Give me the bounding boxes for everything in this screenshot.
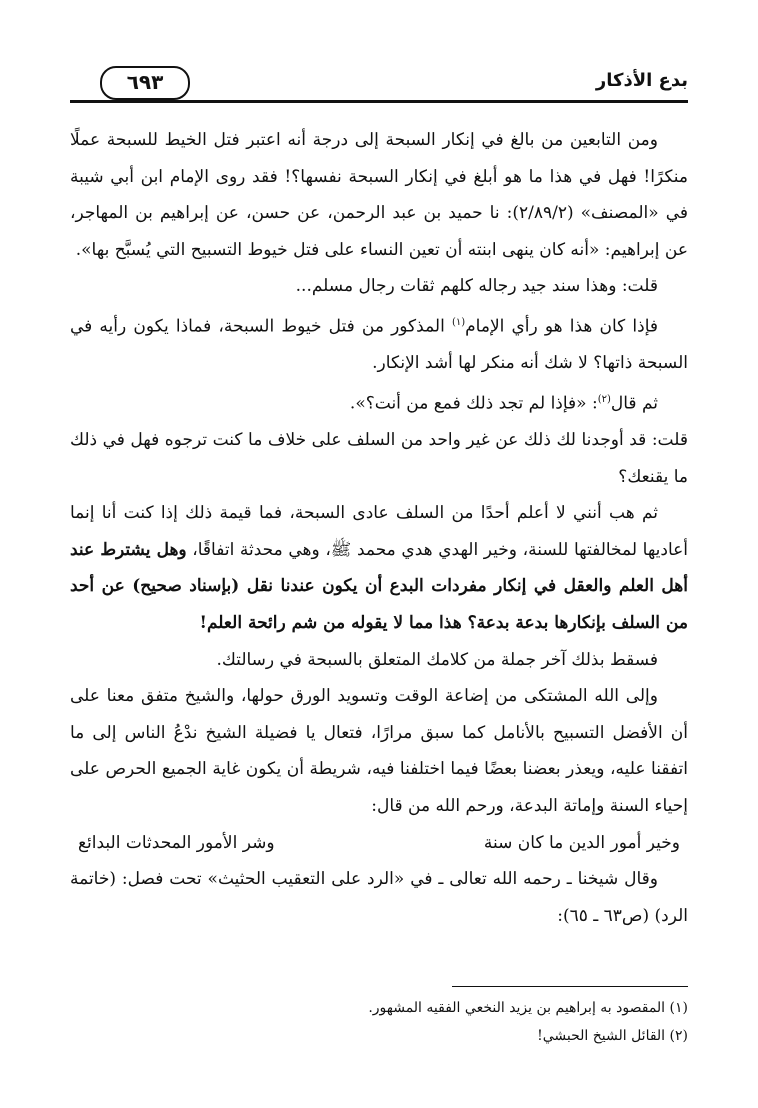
footnote-2-text: القائل الشيخ الحبشي! bbox=[537, 1028, 666, 1044]
poetry-verse bbox=[70, 825, 688, 862]
page-header bbox=[70, 66, 688, 106]
paragraph-2: قلت: وهذا سند جيد رجاله كلهم ثقات رجال مسلم... bbox=[295, 276, 658, 297]
footnote-1 bbox=[70, 994, 688, 1022]
footnote-separator bbox=[452, 986, 688, 987]
main-text bbox=[70, 122, 688, 934]
paragraph-6-start: ثم هب أنني لا أعلم أحدًا من السلف عادى السبحة، فما قيمة ذلك إذا كنت أنا إنما أعاديها لمخالفتها للسنة، وخير الهدي هدي محمد ﷺ، وهي محدثة اتفاقًا، bbox=[70, 503, 689, 560]
paragraph-1: ومن التابعين من بالغ في إنكار السبحة إلى درجة أنه اعتبر فتل الخيط للسبحة عملًا منكرًا! فهل في هذا ما هو أبلغ في إنكار السبحة نفسها؟! فقد روى الإمام ابن أبي شيبة في «المصنف» (٢/٨٩/٢): نا حميد بن عبد الرحمن، عن حسن، عن إبراهيم بن المهاجر، عن إبراهيم: «أنه كان ينهى ابنته أن تعين النساء على فتل خيوط التسبيح التي يُسبَّح بها». bbox=[70, 130, 688, 260]
footnote-1-marker: (١) bbox=[669, 1000, 688, 1016]
verse-second-hemistich: وشر الأمور المحدثات البدائع bbox=[78, 832, 275, 853]
verse-first-hemistich: وخير أمور الدين ما كان سنة bbox=[483, 832, 680, 853]
paragraph-3-rest: المذكور من فتل خيوط السبحة، فماذا يكون رأيه في السبحة ذاتها؟ لا شك أنه منكر لها أشد الإنكار. bbox=[70, 316, 688, 374]
footnote-ref-1[interactable]: (١) bbox=[451, 316, 466, 328]
footnote-2 bbox=[70, 1022, 688, 1050]
paragraph-6-bold: وهل يشترط عند أهل العلم والعقل في إنكار مفردات البدع أن يكون عندنا نقل (بإسناد صحيح) عن أحد من السلف بإنكارها بدعة بدعة؟ هذا مما لا يقوله من شم رائحة العلم! bbox=[70, 539, 688, 634]
footnotes bbox=[70, 994, 688, 1050]
paragraph-3-start: فإذا كان هذا هو رأي الإمام bbox=[465, 316, 659, 337]
paragraph-4 bbox=[70, 382, 688, 422]
paragraph-5: قلت: قد أوجدنا لك ذلك عن غير واحد من السلف على خلاف ما كنت ترجوه فهل في ذلك ما يقنعك؟ bbox=[70, 430, 688, 487]
paragraph-7: فسقط بذلك آخر جملة من كلامك المتعلق بالسبحة في رسالتك. bbox=[216, 649, 658, 670]
footnote-2-marker: (٢) bbox=[669, 1028, 688, 1044]
paragraph-8: وإلى الله المشتكى من إضاعة الوقت وتسويد الورق حولها، والشيخ متفق معنا على أن الأفضل التسبيح بالأنامل كما سبق مرارًا، فتعال يا فضيلة الشيخ ندْعُ الناس إلى ما اتفقنا عليه، ويعذر بعضنا بعضًا فيما اختلفنا فيه، شريطة أن يكون غاية الجميع الحرص على إحياء السنة وإماتة البدعة، ورحم الله من قال: bbox=[70, 686, 688, 816]
paragraph-4-start: ثم قال bbox=[610, 393, 658, 414]
header-rule bbox=[70, 100, 688, 103]
footnote-ref-2[interactable]: (٢) bbox=[597, 393, 611, 405]
paragraph-4-rest: : «فإذا لم تجد ذلك فمع من أنت؟». bbox=[349, 393, 598, 414]
page-number-badge bbox=[100, 66, 190, 100]
footnote-1-text: المقصود به إبراهيم بن يزيد النخعي الفقيه المشهور. bbox=[368, 1000, 666, 1016]
running-title: بدع الأذكار bbox=[595, 70, 688, 91]
page-number: ٦٩٣ bbox=[126, 70, 164, 94]
paragraph-9: وقال شيخنا ـ رحمه الله تعالى ـ في «الرد على التعقيب الحثيث» تحت فصل: (خاتمة الرد) (ص٦٣ ـ ٦٥): bbox=[70, 869, 688, 926]
paragraph-3 bbox=[70, 305, 688, 382]
paragraph-6 bbox=[70, 495, 688, 641]
